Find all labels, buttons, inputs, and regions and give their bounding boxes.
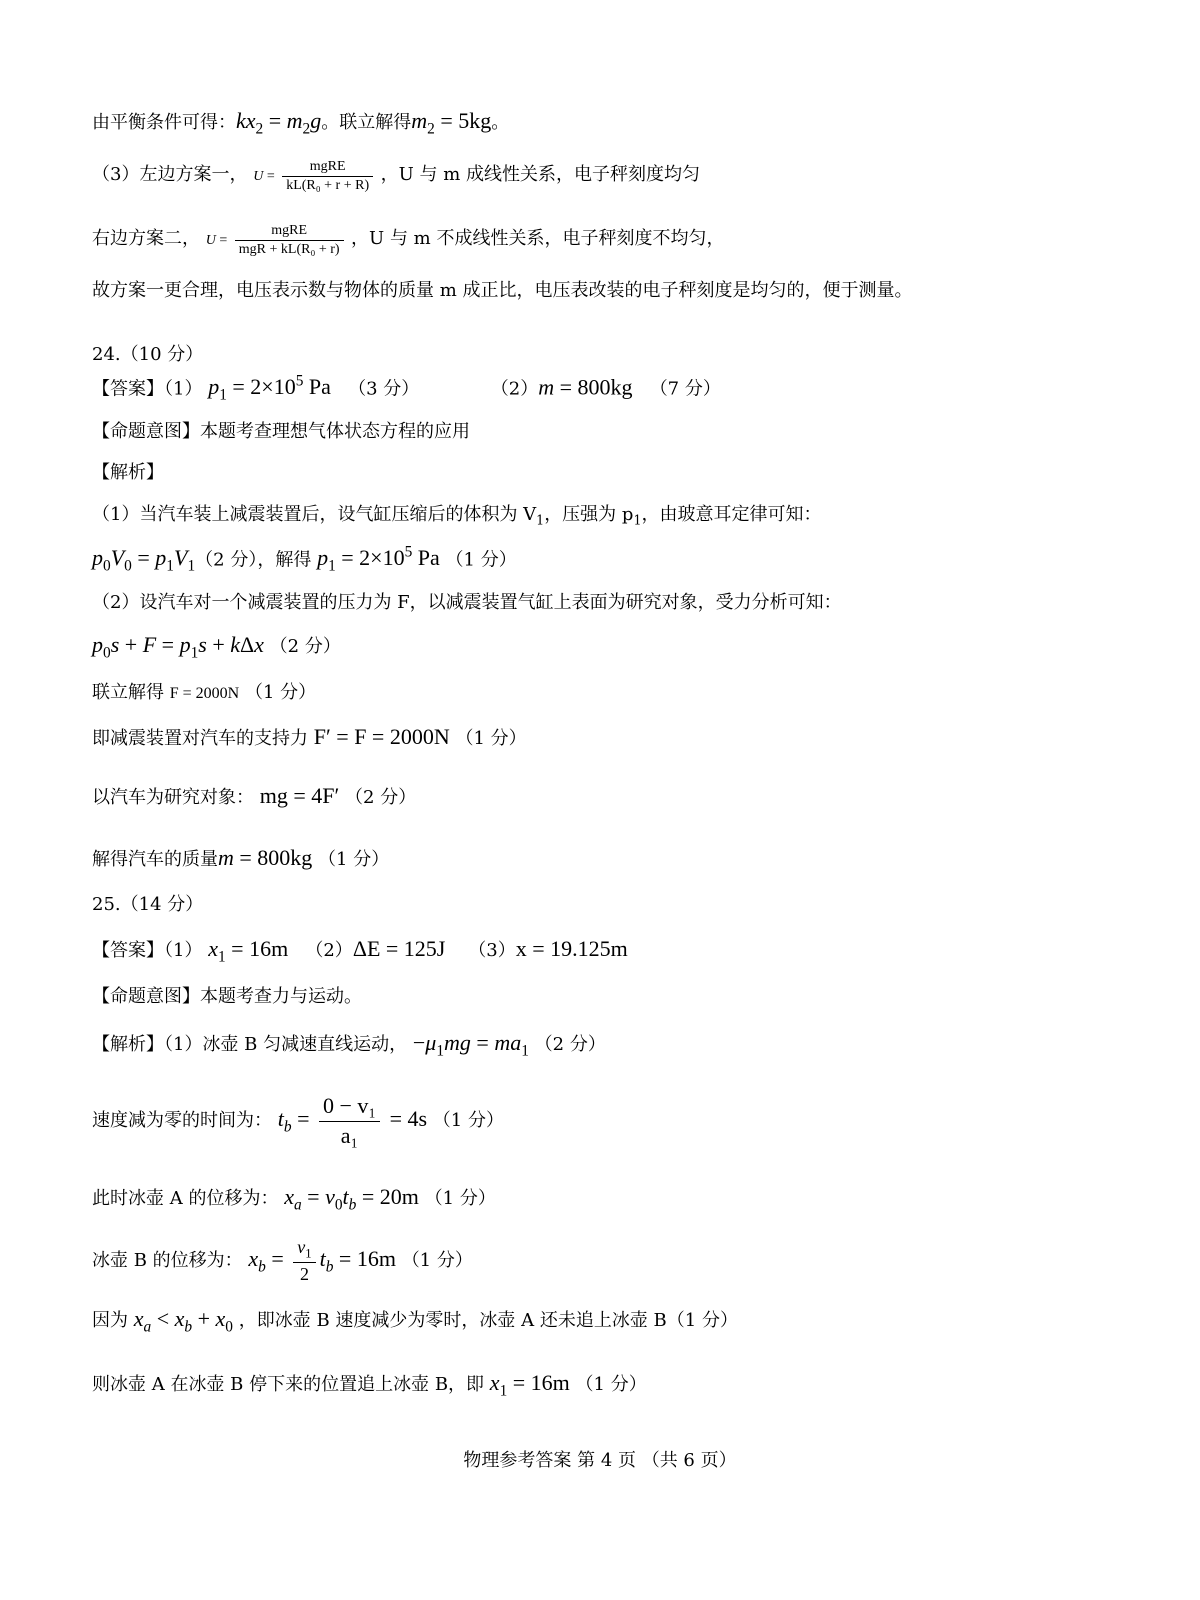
scheme-one-line [92, 158, 700, 195]
analysis-25-5: 因为 $x_a < x_b + x_0$ ，即冰壶 B 速度减少为零时，冰壶 A 还未追上冰壶 B（1 分） [92, 1306, 738, 1336]
step-24-6: 即减震装置对汽车的支持力 F′ = F = 2000N （1 分） [92, 724, 527, 749]
text: 右边方案二， [92, 227, 200, 249]
step-24-2: $p_0V_0 = p_1V_1(2$ 分），解得 $p_1 = 2\times 10^5$ Pa （1 分） [92, 544, 517, 575]
text: 。联立解得 [321, 112, 412, 133]
answer-24: 【答案】（1） $p_1 = 2\times 10^5$ Pa （3 分） （2）m = 800kg （7 分） [92, 373, 721, 404]
equation: $kx_2 = m_2g$ [236, 108, 322, 138]
text: ，U 与 m 成线性关系，电子秤刻度均匀 [380, 163, 701, 185]
analysis-24-heading: 【解析】 [92, 462, 164, 483]
question-24-heading: 24.（10 分） [92, 344, 204, 365]
step-24-3: （2）设汽车对一个减震装置的压力为 F，以减震装置气缸上表面为研究对象，受力分析可知： [92, 592, 842, 613]
analysis-25-3: 此时冰壶 A 的位移为： $x_a = v_0t_b = 20m$ （1 分） [92, 1184, 496, 1214]
text: 故方案一更合理，电压表示数与物体的质量 m 成正比，电压表改装的电子秤刻度是均匀的，便于测量。 [92, 280, 913, 301]
answer-25: 【答案】（1） $x_1 = 16m$ （2）ΔE = 125J （3）x = 19.125m [92, 936, 628, 966]
equation-u2: U = $\frac{\text{mgRE}}{\text{mgR + kL(R₀ + r)}}$ [206, 233, 351, 248]
text: （3）左边方案一， [92, 163, 248, 185]
step-24-5: 联立解得 F = 2000N （1 分） [92, 682, 317, 703]
equation: $m_2 = 5kg$ [411, 108, 492, 138]
page-footer: 物理参考答案 第 4 页 （共 6 页） [463, 1450, 737, 1471]
step-24-7: 以汽车为研究对象： mg = 4F′ （2 分） [92, 783, 417, 808]
equation-u1: U = $\frac{\text{mgRE}}{\text{kL(R₀ + r + R)}}$ [253, 169, 380, 184]
analysis-25-2: 速度减为零的时间为： $t_b$ = $\frac{\text{0 − v₁}}{\text{a₁}}$ = 4s （1 分） [92, 1093, 504, 1148]
scheme-two-line [92, 222, 724, 259]
step-24-8: 解得汽车的质量m = 800kg （1 分） [92, 845, 390, 870]
conclusion-line [92, 280, 913, 302]
step-24-1: （1）当汽车装上减震装置后，设气缸压缩后的体积为 $V_1$，压强为 $p_1$，由玻意耳定律可知： [92, 504, 822, 528]
step-24-4: $p_0s + F = p_1s + k\Delta x$ （2 分） [92, 632, 341, 662]
intent-24: 【命题意图】本题考查理想气体状态方程的应用 [92, 421, 470, 442]
analysis-25-6: 则冰壶 A 在冰壶 B 停下来的位置追上冰壶 B，即 $x_1 = 16m$ （1 分） [92, 1370, 647, 1400]
question-25-heading: 25.（14 分） [92, 894, 204, 915]
analysis-25-1: 【解析】（1）冰壶 B 匀减速直线运动， $-\mu_1mg = ma_1$ （2 分） [92, 1030, 606, 1060]
text: 。 [491, 112, 510, 133]
balance-line [92, 108, 509, 139]
text: ，U 与 m 不成线性关系，电子秤刻度不均匀， [351, 227, 725, 249]
analysis-25-4: 冰壶 B 的位移为： $x_b$ = $\frac{v_1}{2}$ $t_b = 16m$ （1 分） [92, 1237, 473, 1284]
intent-25: 【命题意图】本题考查力与运动。 [92, 986, 362, 1007]
text: 由平衡条件可得： [92, 112, 236, 133]
